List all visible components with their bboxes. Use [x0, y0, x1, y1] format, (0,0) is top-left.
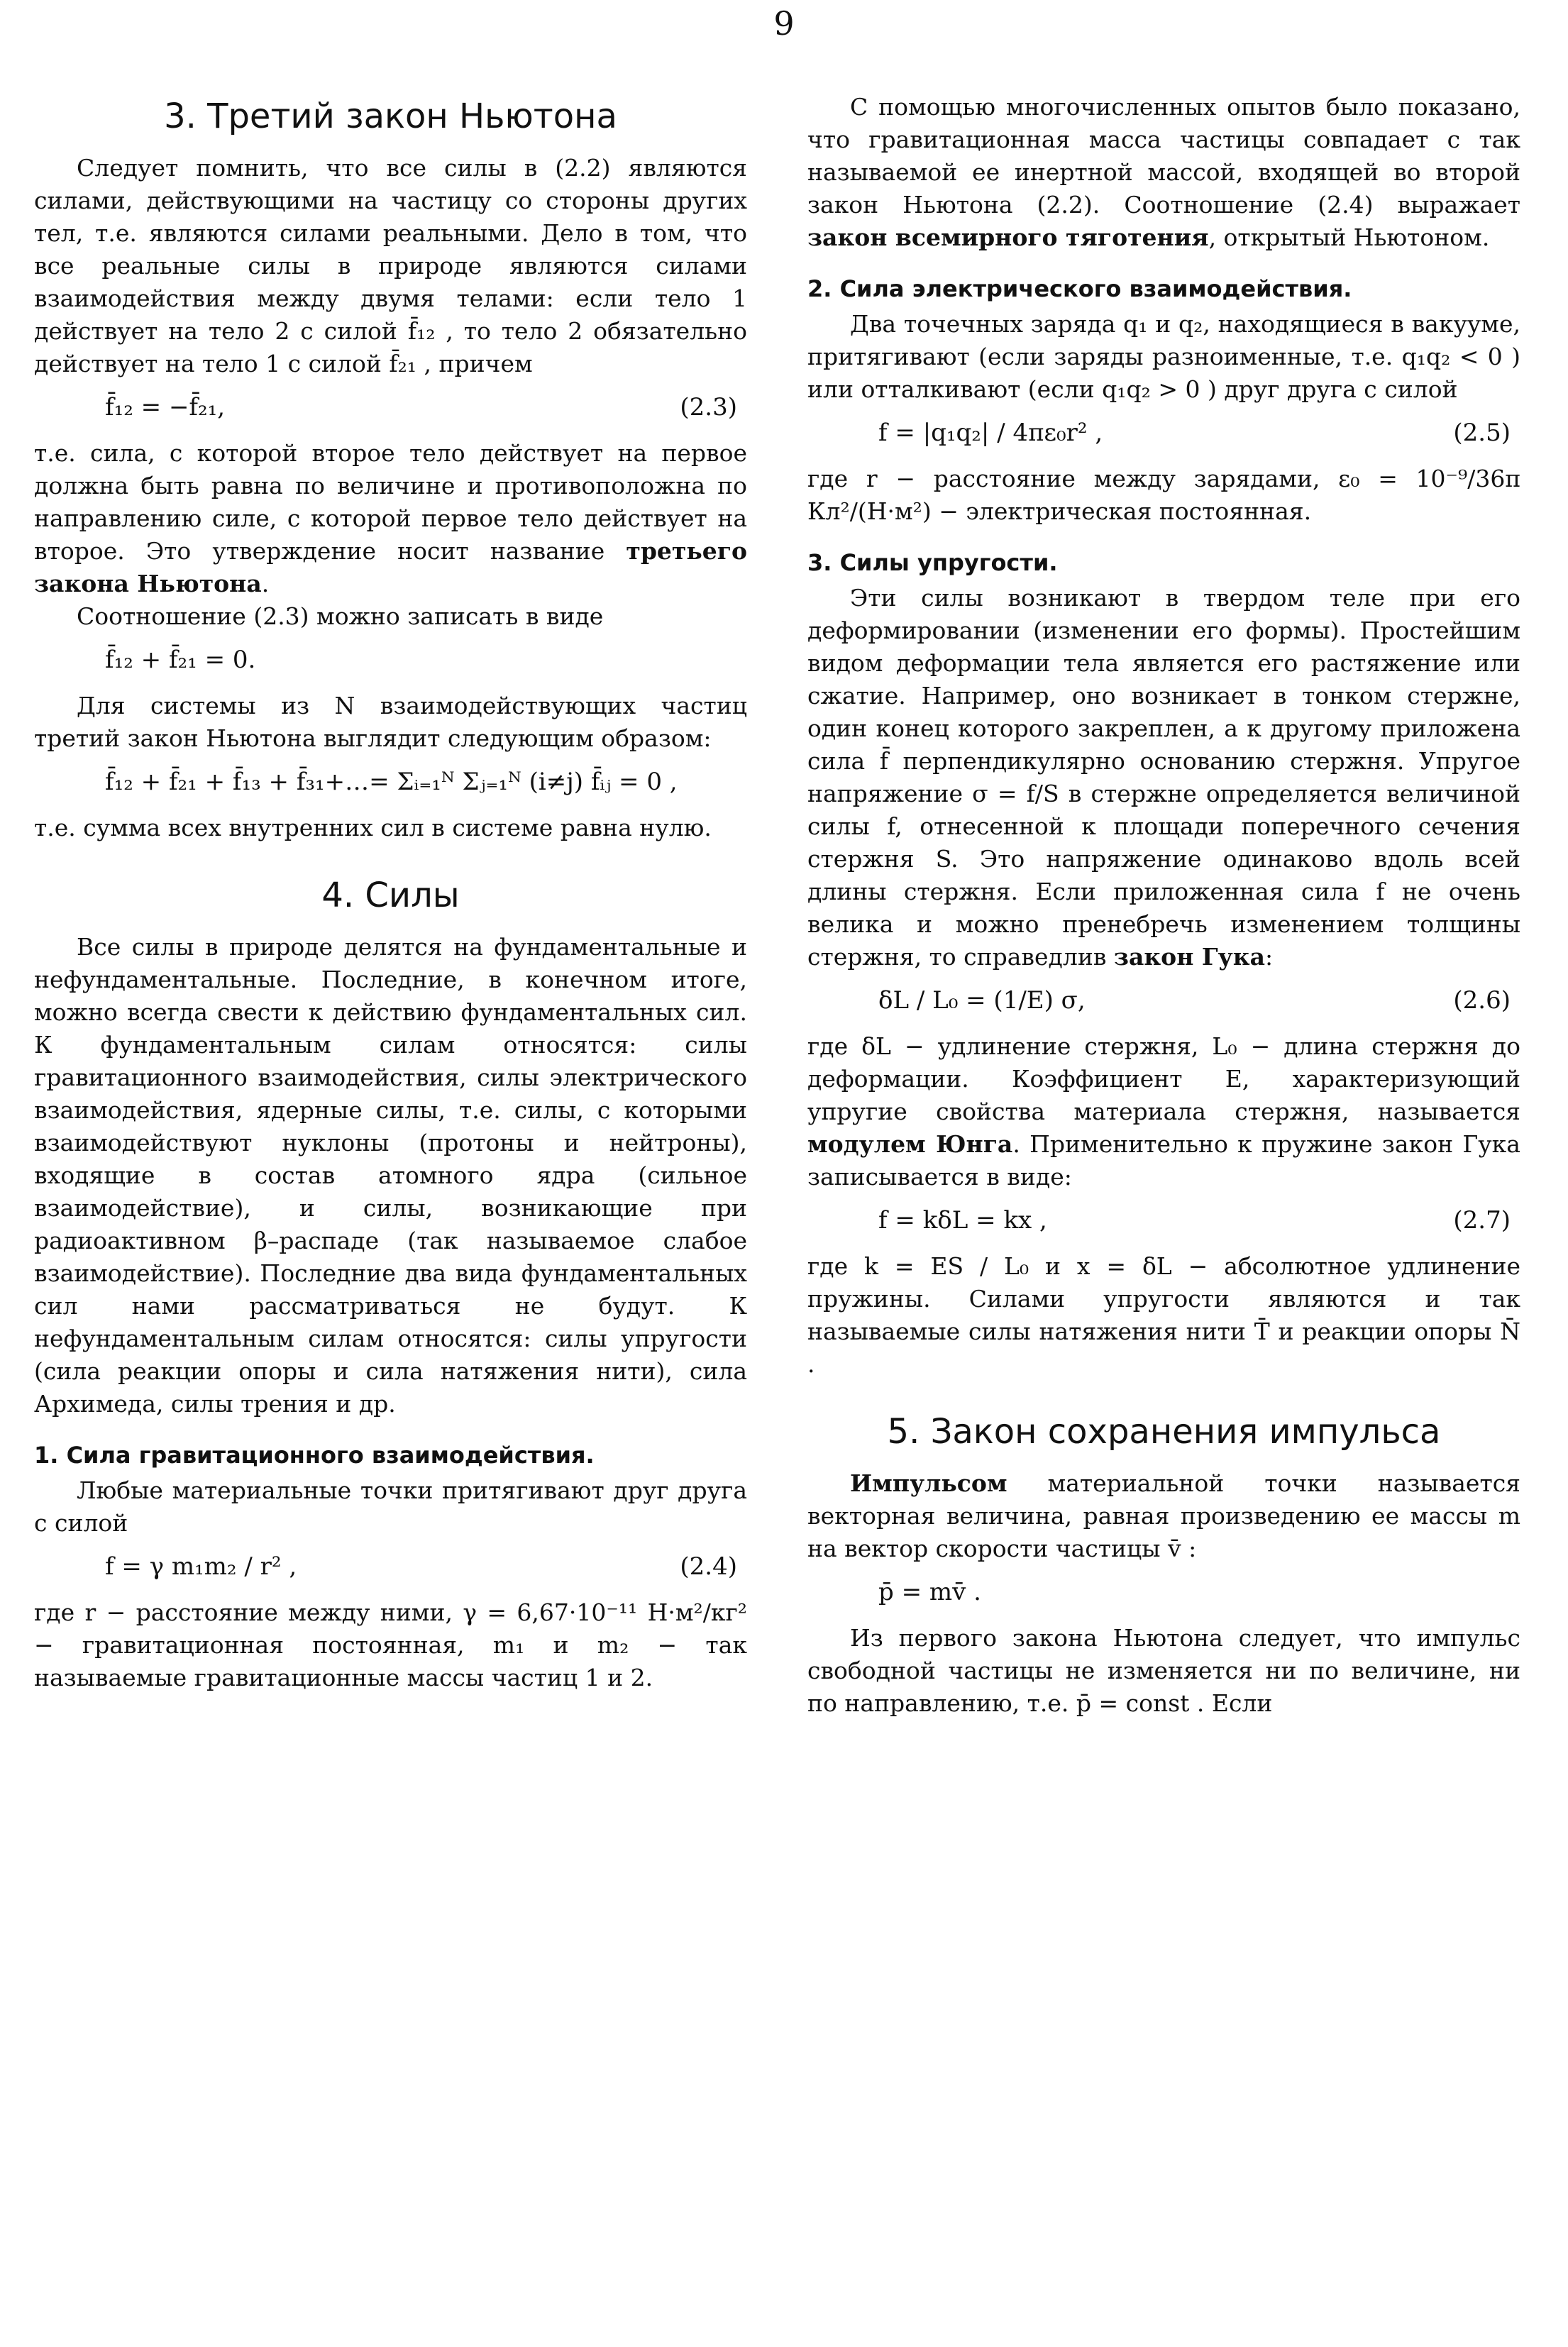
page-number: 9 — [773, 4, 795, 43]
formula-2-5-expression: f = |q₁q₂| / 4πε₀r² , — [878, 419, 1103, 447]
paragraph-charges: Два точечных заряда q₁ и q₂, находящиеся в вакууме, притягивают (если заряды разноименные, т.е. q₁q₂ < 0 ) или отталкивают (если q₁q₂ > 0 ) друг друга с силой — [807, 310, 1520, 403]
paragraph-gravity-attract: Любые материальные точки притягивают друг друга с силой — [34, 1476, 747, 1537]
formula-2-4-expression: f = γ m₁m₂ / r² , — [105, 1552, 297, 1581]
hooke-law-term: закон Гука — [1113, 943, 1265, 971]
paragraph-forces-real: Следует помнить, что все силы в (2.2) являются силами, действующими на частицу со стороны других тел, т.е. являются силами реальными. Дело в том, что все реальные силы в природе являются силами взаимодействия между двумя телами: если тело 1 действует на тело 2 с силой f̄₁₂ , то тело 2 обязательно действует на тело 1 с силой f̄₂₁ , причем — [34, 154, 747, 377]
formula-sum-n — [34, 768, 747, 796]
third-law-term: третьего закона Ньютона — [34, 537, 747, 597]
formula-2-7 — [807, 1206, 1520, 1235]
paragraph-internal-forces-zero: т.е. сумма всех внутренних сил в системе равна нулю. — [34, 814, 712, 841]
paragraph-inertial-mass — [807, 91, 1520, 254]
formula-2-3 — [34, 393, 747, 421]
young-modulus-tail: . Применительно к пружине закон Гука записывается в виде: — [807, 1130, 1520, 1191]
formula-2-6-number: (2.6) — [1453, 986, 1511, 1015]
gravitation-law-term: закон всемирного тяготения — [807, 223, 1209, 251]
paragraph-electric-constant: где r − расстояние между зарядами, ε₀ = 10⁻⁹/36π Кл²/(Н·м²) − электрическая постоянная. — [807, 465, 1520, 525]
paragraph-gravity-constants: где r − расстояние между ними, γ = 6,67·10⁻¹¹ Н·м²/кг² − гравитационная постоянная, m₁ и m₂ − так называемые гравитационные массы частиц 1 и 2. — [34, 1598, 747, 1691]
paragraph-rewrite: Соотношение (2.3) можно записать в виде — [77, 602, 604, 630]
momentum-term: Импульсом — [850, 1469, 1007, 1497]
elastic-forces-text: Эти силы возникают в твердом теле при его деформировании (изменении его формы). Простейшим видом деформации тела является его растяжение или сжатие. Например, оно возникает в тонком стержне, один конец которого закреплен, а к другому приложена сила f̄ перпендикулярно основанию стержня. Упругое напряжение σ = f/S в стержне определяется величиной силы f, отнесенной к площади поперечного сечения стержня S. Это напряжение одинаково вдоль всей длины стержня. Если приложенная сила f не очень велика и можно пренебречь изменением толщины стержня, то справедлив — [807, 584, 1520, 971]
formula-2-7-number: (2.7) — [1453, 1206, 1511, 1235]
subheading-gravitational: 1. Сила гравитационного взаимодействия. — [34, 1442, 595, 1469]
young-modulus-term: модулем Юнга — [807, 1130, 1013, 1158]
left-column — [34, 91, 747, 1694]
formula-sum-pair — [34, 646, 747, 674]
paragraph-third-law-statement — [34, 437, 747, 600]
subheading-elastic: 3. Силы упругости. — [807, 549, 1058, 576]
paragraph-momentum-conservation: Из первого закона Ньютона следует, что импульс свободной частицы не изменяется ни по величине, ни по направлению, т.е. p̄ = const . Если — [807, 1624, 1520, 1717]
formula-2-6-expression: δL / L₀ = (1/E) σ, — [878, 986, 1086, 1015]
young-modulus-text: где δL − удлинение стержня, L₀ − длина стержня до деформации. Коэффициент E, характеризующий упругие свойства материала стержня, называется — [807, 1032, 1520, 1125]
third-law-text: т.е. сила, с которой второе тело действует на первое должна быть равна по величине и противоположна по направлению силе, с которой первое тело действует на второе. Это утверждение носит название — [34, 439, 747, 565]
third-law-period: . — [261, 570, 270, 597]
paragraph-elastic-forces — [807, 582, 1520, 973]
formula-momentum-expression: p̄ = mv̄ . — [878, 1578, 981, 1606]
elastic-forces-colon: : — [1264, 943, 1274, 971]
formula-2-5 — [807, 419, 1520, 447]
formula-2-7-expression: f = kδL = kx , — [878, 1206, 1047, 1235]
formula-momentum — [807, 1578, 1520, 1606]
paragraph-spring: где k = ES / L₀ и x = δL − абсолютное удлинение пружины. Силами упругости являются и так называемые силы натяжения нити T̄ и реакции опоры N̄ . — [807, 1252, 1520, 1378]
paragraph-young-modulus — [807, 1030, 1520, 1193]
momentum-def-text: материальной точки называется векторная величина, равная произведению ее массы m на вектор скорости частицы v̄ : — [807, 1469, 1520, 1562]
formula-2-4-number: (2.4) — [680, 1552, 737, 1581]
paragraph-fundamental-forces: Все силы в природе делятся на фундаментальные и нефундаментальные. Последние, в конечном итоге, можно всегда свести к действию фундаментальных сил. К фундаментальным силам относятся: силы гравитационного взаимодействия, силы электрического взаимодействия, ядерные силы, т.е. силы, с которыми взаимодействуют нуклоны (протоны и нейтроны), входящие в состав атомного ядра (сильное взаимодействие), и силы, возникающие при радиоактивном β–распаде (так называемое слабое взаимодействие). Последние два вида фундаментальных сил нами рассматриваться не будут. К нефундаментальным силам относятся: силы упругости (сила реакции опоры и сила натяжения нити), сила Архимеда, силы трения и др. — [34, 933, 747, 1418]
subheading-electric: 2. Сила электрического взаимодействия. — [807, 275, 1352, 302]
paragraph-momentum-def — [807, 1467, 1520, 1565]
heading-newton-third-law: 3. Третий закон Ньютона — [164, 96, 617, 136]
paragraph-n-particles: Для системы из N взаимодействующих частиц третий закон Ньютона выглядит следующим образом: — [34, 692, 747, 752]
heading-forces: 4. Силы — [321, 876, 460, 915]
heading-momentum: 5. Закон сохранения импульса — [887, 1412, 1441, 1452]
formula-sum-pair-expression: f̄₁₂ + f̄₂₁ = 0. — [105, 646, 256, 674]
inertial-mass-text: С помощью многочисленных опытов было показано, что гравитационная масса частицы совпадает с так называемой ее инертной массой, входящей во второй закон Ньютона (2.2). Соотношение (2.4) выражает — [807, 93, 1520, 219]
formula-2-3-expression: f̄₁₂ = −f̄₂₁, — [105, 393, 226, 421]
inertial-mass-tail: , открытый Ньютоном. — [1208, 223, 1490, 251]
formula-2-6 — [807, 986, 1520, 1015]
formula-2-4 — [34, 1552, 747, 1581]
right-column — [807, 91, 1520, 1720]
formula-2-5-number: (2.5) — [1453, 419, 1511, 447]
formula-sum-n-expression: f̄₁₂ + f̄₂₁ + f̄₁₃ + f̄₃₁+…= Σᵢ₌₁ᴺ Σⱼ₌₁ᴺ (i≠j) f̄ᵢⱼ = 0 , — [105, 768, 678, 796]
formula-2-3-number: (2.3) — [680, 393, 737, 421]
